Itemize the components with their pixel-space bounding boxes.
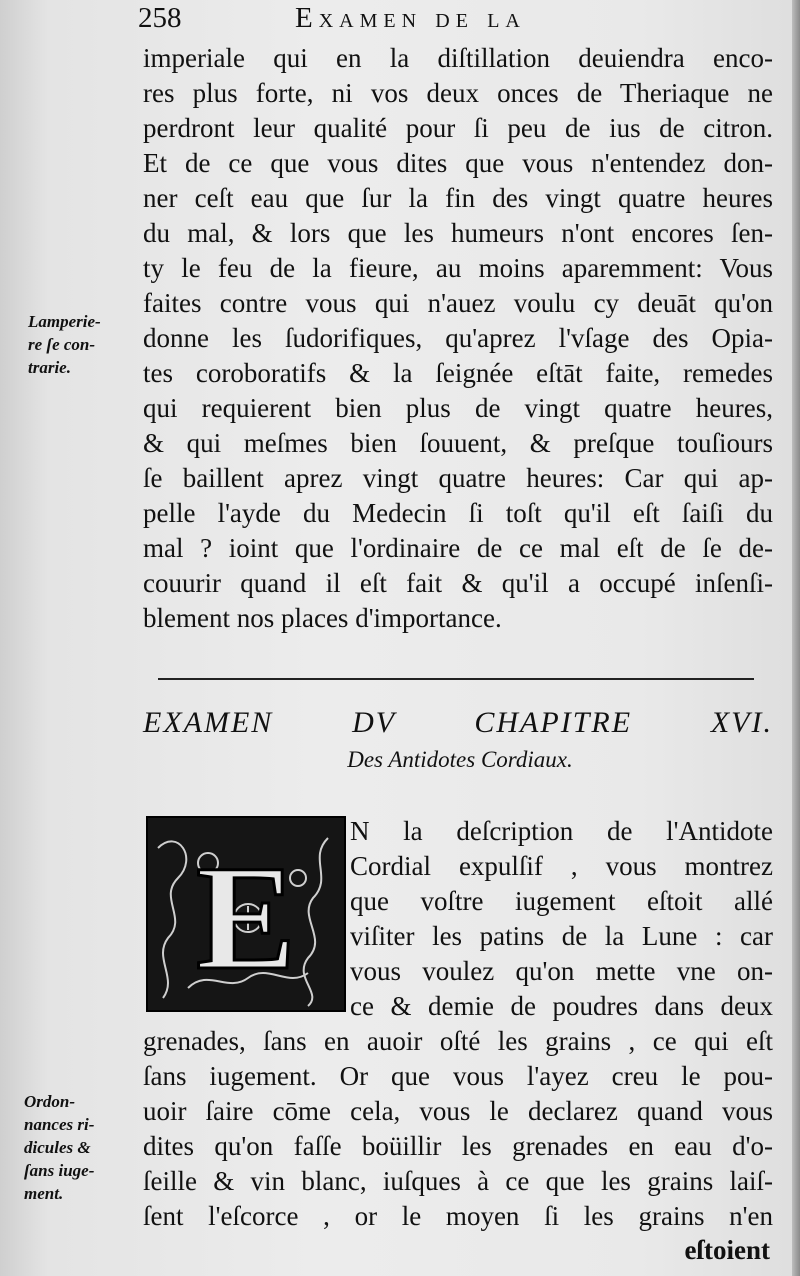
margin-note-line: Lamperie- bbox=[28, 312, 101, 331]
margin-note-line: re ſe con- bbox=[28, 335, 96, 354]
text-line: que voſtre iugement eſtoit allé bbox=[350, 886, 773, 916]
text-line: ce & demie de poudres dans deux bbox=[350, 991, 773, 1021]
text-line: viſiter les patins de la Lune : car bbox=[350, 921, 773, 951]
text-line: couurir quand il eſt fait & qu'il a occupé inſenſi- bbox=[143, 568, 773, 598]
text-line: pelle l'ayde du Medecin ſi toſt qu'il eſt ſaiſi du bbox=[143, 498, 773, 528]
text-line: grenades, ſans en auoir oſté les grains , ce qui eſt bbox=[143, 1026, 773, 1056]
margin-note-line: trarie. bbox=[28, 358, 71, 377]
text-line: uoir ſaire cōme cela, vous le declarez quand vous bbox=[143, 1096, 773, 1126]
text-line: & qui meſmes bien ſouuent, & preſque touſiours bbox=[143, 428, 773, 458]
text-line: res plus forte, ni vos deux onces de Theriaque ne bbox=[143, 78, 773, 108]
margin-note-line: Ordon- bbox=[24, 1092, 76, 1111]
page-number: 258 bbox=[138, 2, 182, 34]
text-line: vous voulez qu'on mette vne on- bbox=[350, 956, 773, 986]
text-line: dites qu'on faſſe boüillir les grenades en eau d'o- bbox=[143, 1131, 773, 1161]
margin-note-line: ment. bbox=[24, 1184, 64, 1203]
chapter-subtitle: Des Antidotes Cordiaux. bbox=[347, 747, 573, 772]
text-line: qui requierent bien plus de vingt quatre heures, bbox=[143, 393, 773, 423]
text-line: ner ceſt eau que ſur la fin des vingt quatre heures bbox=[143, 183, 773, 213]
text-line: blement nos places d'importance. bbox=[143, 603, 502, 633]
text-line: ſeille & vin blanc, iuſques à ce que les grains laiſ- bbox=[143, 1166, 773, 1196]
drop-cap-letter: E bbox=[195, 835, 297, 1001]
text-line: mal ? ioint que l'ordinaire de ce mal eſt de ſe de- bbox=[143, 533, 773, 563]
catchword: eſtoient bbox=[684, 1235, 770, 1265]
margin-note bbox=[28, 310, 128, 379]
section-divider bbox=[158, 678, 754, 680]
text-line: N la deſcription de l'Antidote bbox=[350, 816, 773, 846]
text-line: ſent l'eſcorce , or le moyen ſi les grains n'en bbox=[143, 1201, 773, 1231]
page-gutter-shadow bbox=[792, 0, 800, 1276]
margin-note-line: nances ri- bbox=[24, 1115, 95, 1134]
text-line: du mal, & lors que les humeurs n'ont encores ſen- bbox=[143, 218, 773, 248]
margin-note bbox=[24, 1090, 124, 1205]
text-line: imperiale qui en la diſtillation deuiendra enco- bbox=[143, 43, 773, 73]
text-line: ſe baillent aprez vingt quatre heures: Car qui ap- bbox=[143, 463, 773, 493]
text-line: faites contre vous qui n'auez voulu cy deuāt qu'on bbox=[143, 288, 773, 318]
margin-note-line: dicules & bbox=[24, 1138, 91, 1157]
chapter-title: EXAMEN DV CHAPITRE XVI. bbox=[143, 706, 773, 739]
text-line: Et de ce que vous dites que vous n'entendez don- bbox=[143, 148, 773, 178]
page-header bbox=[130, 2, 770, 34]
margin-note-line: ſans iuge- bbox=[24, 1161, 95, 1180]
text-line: ſans iugement. Or que vous l'ayez creu le pou- bbox=[143, 1061, 773, 1091]
text-line: donne les ſudorifiques, qu'aprez l'vſage des Opia- bbox=[143, 323, 773, 353]
text-line: Cordial expulſif , vous montrez bbox=[350, 851, 773, 881]
text-line: ty le feu de la fieure, au moins aparemment: Vous bbox=[143, 253, 773, 283]
text-line: tes coroboratifs & la ſeignée eſtāt faite, remedes bbox=[143, 358, 773, 388]
decorated-initial-icon bbox=[146, 816, 346, 1012]
running-head: Examen de la bbox=[295, 2, 526, 34]
text-line: perdront leur qualité pour ſi peu de ius de citron. bbox=[143, 113, 773, 143]
